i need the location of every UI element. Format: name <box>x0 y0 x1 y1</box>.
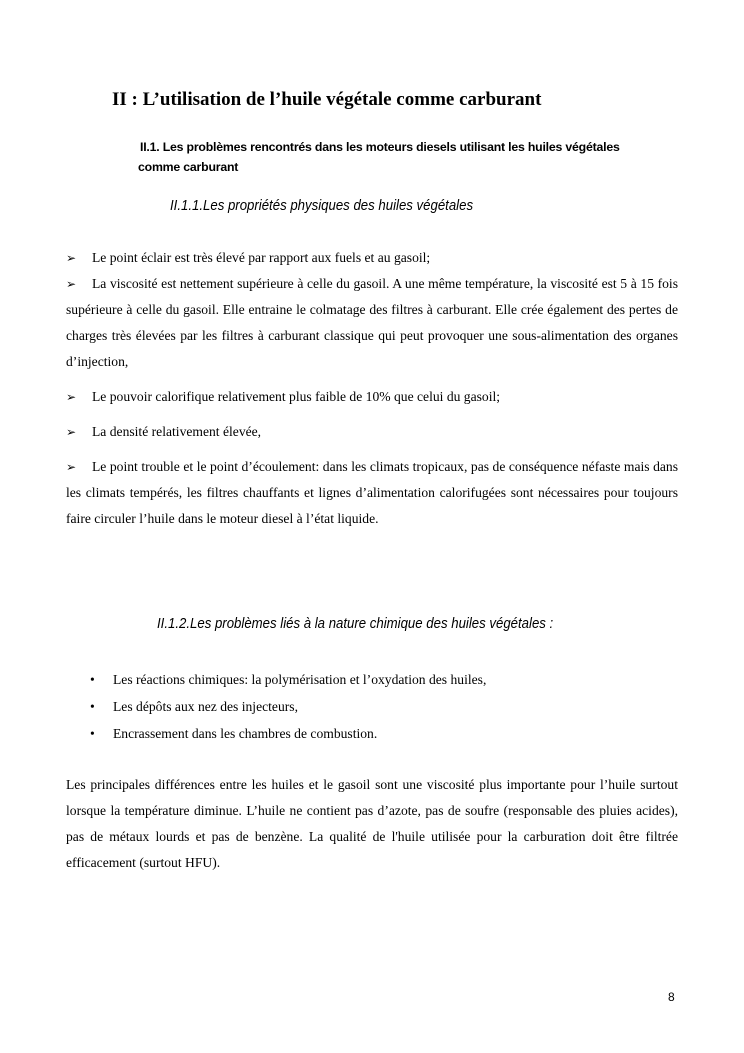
list-item: ➢ La densité relativement élevée, <box>66 419 678 445</box>
dot-bullet-icon: • <box>90 699 95 714</box>
arrow-bullet-icon: ➢ <box>66 460 77 474</box>
list-item: ➢ Le point trouble et le point d’écoulement: dans les climats tropicaux, pas de conséquence néfaste mais dans les climats tempérés, les filtres chauffants et lignes d’alimentation calorifugées sont nécessaires pour toujours faire circuler l’huile dans le moteur diesel à l’état liquide. <box>66 454 678 532</box>
arrow-bullet-icon: ➢ <box>66 390 77 404</box>
chapter-title: II : L’utilisation de l’huile végétale comme carburant <box>112 89 542 110</box>
page-number: 8 <box>668 990 675 1004</box>
section-heading-line-1: II.1. Les problèmes rencontrés dans les moteurs diesels utilisant les huiles végétales <box>140 140 620 154</box>
list-item: • Les dépôts aux nez des injecteurs, <box>86 693 686 720</box>
list-item: ➢ La viscosité est nettement supérieure à celle du gasoil. A une même température, la viscosité est 5 à 15 fois supérieure à celle du gasoil. Elle entraine le colmatage des filtres à carburant. Elle crée également des pertes de charges très élevées par les filtres à carburant classique qui peut provoquer une sous-alimentation des organes d’injection, <box>66 271 678 375</box>
arrow-bullet-icon: ➢ <box>66 251 77 265</box>
dot-bullet-icon: • <box>90 726 95 741</box>
list-item: ➢ Le point éclair est très élevé par rapport aux fuels et au gasoil; <box>66 245 678 271</box>
arrow-bullet-icon: ➢ <box>66 425 77 439</box>
subsection-heading-2-1-1: II.1.1.Les propriétés physiques des huiles végétales <box>170 197 474 214</box>
chemical-problems-list <box>86 666 686 747</box>
summary-paragraph: Les principales différences entre les huiles et le gasoil sont une viscosité plus importante pour l’huile surtout lorsque la température diminue. L’huile ne contient pas d’azote, pas de soufre (responsable des pluies acides), pas de métaux lourds et pas de benzène. La qualité de l'huile utilisée pour la carburation doit être filtrée efficacement (surtout HFU). <box>66 777 678 870</box>
list-item: • Encrassement dans les chambres de combustion. <box>86 720 686 747</box>
section-heading-2-1 <box>140 137 680 177</box>
arrow-bullet-icon: ➢ <box>66 277 77 291</box>
dot-bullet-icon: • <box>90 672 95 687</box>
section-heading-line-2: comme carburant <box>138 160 239 174</box>
subsection-heading-2-1-2: II.1.2.Les problèmes liés à la nature chimique des huiles végétales : <box>157 615 554 632</box>
list-item: • Les réactions chimiques: la polymérisation et l’oxydation des huiles, <box>86 666 686 693</box>
list-item: ➢ Le pouvoir calorifique relativement plus faible de 10% que celui du gasoil; <box>66 384 678 410</box>
